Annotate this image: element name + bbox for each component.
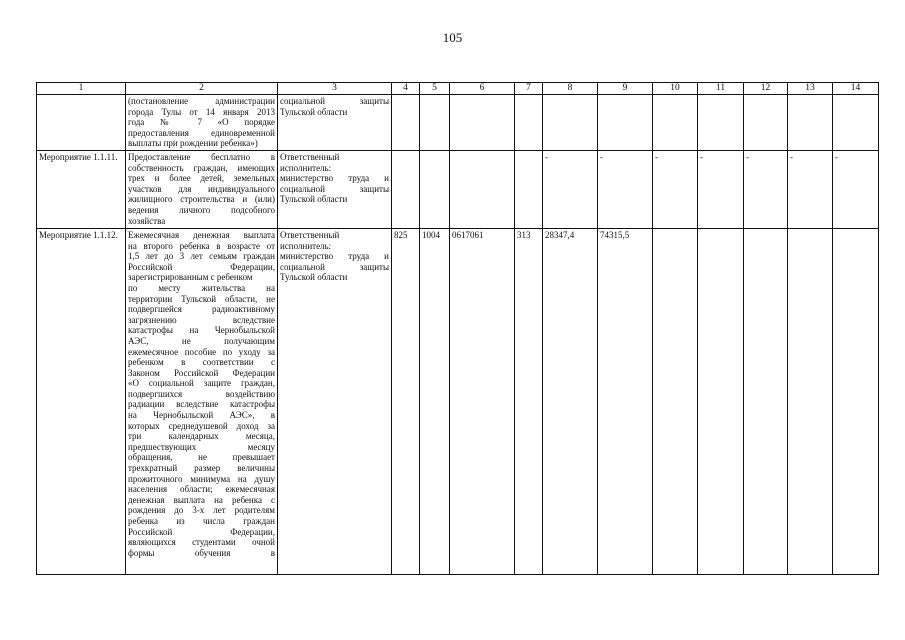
column-header: 14 — [833, 83, 879, 95]
value-cell — [420, 95, 450, 151]
value-cell — [420, 150, 450, 228]
program-table — [36, 82, 879, 575]
column-header: 12 — [744, 83, 788, 95]
event-cell — [37, 95, 126, 151]
value-cell — [543, 95, 598, 151]
page-number: 105 — [442, 30, 463, 45]
value-cell — [698, 228, 744, 574]
value-cell — [744, 95, 788, 151]
column-header: 5 — [420, 83, 450, 95]
value-cell: - — [598, 150, 653, 228]
value-cell: 825 — [392, 228, 420, 574]
table-row — [37, 95, 879, 151]
description-cell: (постановление администрации города Тулы от 14 января 2013 года № 7 «О порядке предоставления единовременной выплаты при рождении ребенка») — [126, 95, 278, 151]
value-cell: - — [788, 150, 833, 228]
value-cell — [744, 228, 788, 574]
description-cell: Предоставление бесплатно в собственность граждан, имеющих трех и более детей, земельных участков для индивидуального жилищного строительства и (или) ведения личного подсобного хозяйства — [126, 150, 278, 228]
value-cell — [450, 150, 515, 228]
value-cell — [698, 95, 744, 151]
table-row — [37, 150, 879, 228]
executor-cell: социальной защиты Тульской области — [278, 95, 392, 151]
value-cell: - — [543, 150, 598, 228]
value-cell: 0617061 — [450, 228, 515, 574]
value-cell — [392, 95, 420, 151]
value-cell: 28347,4 — [543, 228, 598, 574]
description-cell: Ежемесячная денежная выплата на второго ребенка в возрасте от 1,5 лет до 3 лет семьям граждан Российской Федерации, зарегистрированным с ребенком по месту жительства на территории Тульской области, не подвергшейся радиоактивному загрязнению вследствие катастрофы на Чернобыльской АЭС, не получающим ежемесячное пособие по уходу за ребенком в соответствии с Законом Российской Федерации «О социальной защите граждан, подвергшихся воздействию радиации вследствие катастрофы на Чернобыльской АЭС», в которых среднедушевой доход за три календарных месяца, предшествующих месяцу обращения, не превышает трехкратный размер величины прожиточного минимума на душу населения области; ежемесячная денежная выплата на ребенка с рождения до 3-х лет родителям ребенка из числа граждан Российской Федерации, являющихся студентами очной формы обучения в — [126, 228, 278, 574]
column-header: 9 — [598, 83, 653, 95]
column-header: 4 — [392, 83, 420, 95]
value-cell: 1004 — [420, 228, 450, 574]
column-header: 1 — [37, 83, 126, 95]
value-cell: - — [744, 150, 788, 228]
value-cell: - — [833, 150, 879, 228]
column-header: 6 — [450, 83, 515, 95]
event-cell: Мероприятие 1.1.12. — [37, 228, 126, 574]
column-header: 7 — [515, 83, 543, 95]
value-cell: 74315,5 — [598, 228, 653, 574]
value-cell: - — [698, 150, 744, 228]
executor-cell: Ответственный исполнитель: министерство труда и социальной защиты Тульской области — [278, 228, 392, 574]
column-header: 11 — [698, 83, 744, 95]
value-cell — [653, 228, 698, 574]
column-number-row — [37, 83, 879, 95]
column-header: 10 — [653, 83, 698, 95]
table-row — [37, 228, 879, 574]
value-cell — [788, 228, 833, 574]
value-cell — [598, 95, 653, 151]
value-cell — [653, 95, 698, 151]
column-header: 2 — [126, 83, 278, 95]
value-cell — [392, 150, 420, 228]
value-cell — [788, 95, 833, 151]
executor-cell: Ответственный исполнитель: министерство труда и социальной защиты Тульской области — [278, 150, 392, 228]
value-cell — [450, 95, 515, 151]
value-cell — [515, 150, 543, 228]
value-cell — [515, 95, 543, 151]
column-header: 13 — [788, 83, 833, 95]
column-header: 8 — [543, 83, 598, 95]
value-cell — [833, 228, 879, 574]
column-header: 3 — [278, 83, 392, 95]
value-cell: - — [653, 150, 698, 228]
value-cell — [833, 95, 879, 151]
event-cell: Мероприятие 1.1.11. — [37, 150, 126, 228]
value-cell: 313 — [515, 228, 543, 574]
